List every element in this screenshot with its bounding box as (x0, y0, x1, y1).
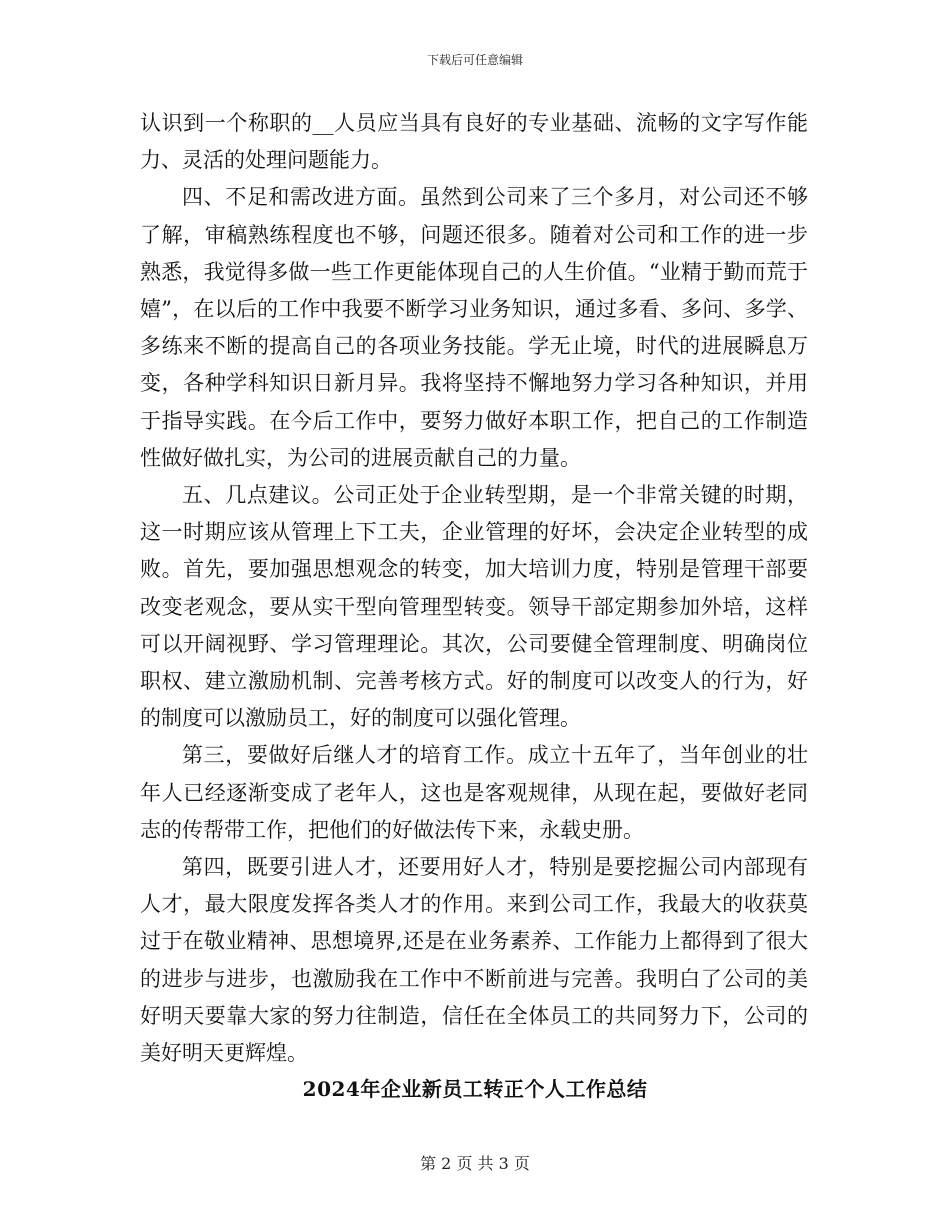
document-body (140, 105, 808, 1072)
paragraph-talent-training: 第三，要做好后继人才的培育工作。成立十五年了，当年创业的壮年人已经逐渐变成了老年人，这也是客观规律，从现在起，要做好老同志的传帮带工作，把他们的好做法传下来，永载史册。 (140, 743, 808, 842)
paragraph-suggestions: 五、几点建议。公司正处于企业转型期，是一个非常关键的时期，这一时期应该从管理上下工夫，企业管理的好坏，会决定企业转型的成败。首先，要加强思想观念的转变，加大培训力度，特别是管理干部要改变老观念，要从实干型向管理型转变。领导干部定期参加外培，这样可以开阔视野、学习管理理论。其次，公司要健全管理制度、明确岗位职权、建立激励机制、完善考核方式。好的制度可以改变人的行为，好的制度可以激励员工，好的制度可以强化管理。 (140, 483, 808, 731)
section-title: 2024年企业新员工转正个人工作总结 (302, 1077, 648, 1101)
page-header: 下载后可任意编辑 (426, 53, 523, 67)
page-footer: 第 2 页 共 3 页 (420, 1154, 530, 1173)
paragraph-continuation: 认识到一个称职的__人员应当具有良好的专业基础、流畅的文字写作能力、灵活的处理问题能力。 (140, 111, 808, 173)
paragraph-talent-usage: 第四，既要引进人才，还要用好人才，特别是要挖掘公司内部现有人才，最大限度发挥各类人才的作用。来到公司工作，我最大的收获莫过于在敬业精神、思想境界,还是在业务素养、工作能力上都得到了很大的进步与进步，也激励我在工作中不断前进与完善。我明白了公司的美好明天要靠大家的努力往制造，信任在全体员工的共同努力下，公司的美好明天更辉煌。 (140, 855, 808, 1066)
paragraph-shortcomings: 四、不足和需改进方面。虽然到公司来了三个多月，对公司还不够了解，审稿熟练程度也不够，问题还很多。随着对公司和工作的进一步熟悉，我觉得多做一些工作更能体现自己的人生价值。“业精于勤而荒于嬉”，在以后的工作中我要不断学习业务知识，通过多看、多问、多学、多练来不断的提高自己的各项业务技能。学无止境，时代的进展瞬息万变，各种学科知识日新月异。我将坚持不懈地努力学习各种知识，并用于指导实践。在今后工作中，要努力做好本职工作，把自己的工作制造性做好做扎实，为公司的进展贡献自己的力量。 (140, 185, 808, 470)
